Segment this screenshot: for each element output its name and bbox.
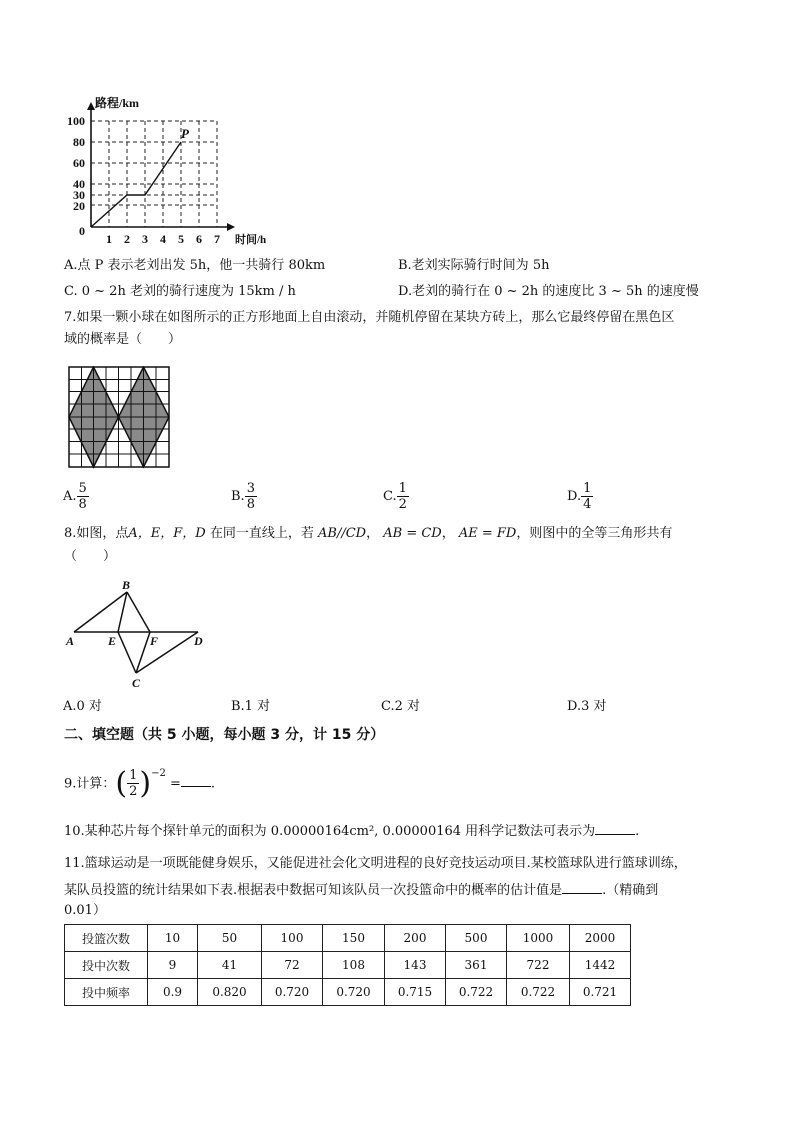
section-heading: 二、填空题（共 5 小题，每小题 3 分，计 15 分） xyxy=(64,727,385,743)
table-cell: 150 xyxy=(323,925,385,952)
y-tick: 100 xyxy=(67,114,85,128)
q10-line: 10.某种芯片每个探针单元的面积为 0.00000164cm², 0.00000164 用科学记数法可表示为 . xyxy=(64,820,639,841)
y-tick: 40 xyxy=(73,177,85,191)
q6-option-c: C. 0 ~ 2h 老刘的骑行速度为 15km / h xyxy=(64,284,296,299)
table-cell: 10 xyxy=(148,925,198,952)
x-tick: 3 xyxy=(142,232,148,246)
q7-option-a: A. $\frac{5}{8}$ xyxy=(63,481,87,512)
row-header: 投篮次数 xyxy=(65,925,148,952)
q7-stem-line1: 7.如果一颗小球在如图所示的正方形地面上自由滚动，并随机停留在某块方砖上，那么它最终停留在黑色区 xyxy=(64,310,675,325)
table-cell: 9 xyxy=(148,952,198,979)
q8-option-a: A.0 对 xyxy=(63,699,102,714)
q6-option-a: A.点 P 表示老刘出发 5h，他一共骑行 80km xyxy=(64,258,326,273)
y-tick: 80 xyxy=(73,135,85,149)
point-c-label: C xyxy=(132,676,141,690)
q8-option-b: B.1 对 xyxy=(231,699,271,714)
table-cell: 50 xyxy=(198,925,262,952)
table-cell: 41 xyxy=(198,952,262,979)
table-row xyxy=(65,979,631,1006)
q7-option-d: D. $\frac{1}{4}$ xyxy=(567,481,592,512)
origin-label: 0 xyxy=(79,224,85,238)
x-tick: 7 xyxy=(214,232,220,246)
table-cell: 0.722 xyxy=(507,979,570,1006)
point-f-label: F xyxy=(150,634,159,648)
table-cell: 1000 xyxy=(507,925,570,952)
q11-line3: 0.01） xyxy=(64,903,106,918)
x-axis-arrow xyxy=(227,223,235,231)
q11-line2: 某队员投篮的统计结果如下表.根据表中数据可知该队员一次投篮命中的概率的估计值是 .（精确到 xyxy=(64,879,658,900)
y-axis-label: 路程/km xyxy=(95,96,140,110)
x-axis-label: 时间/h xyxy=(235,234,267,246)
x-tick: 1 xyxy=(106,232,112,246)
x-tick: 4 xyxy=(160,232,166,246)
distance-time-graph xyxy=(55,93,275,251)
q6-option-d: D.老刘的骑行在 0 ~ 2h 的速度比 3 ~ 5h 的速度慢 xyxy=(398,284,699,299)
q9-line: 9.计算：( $\frac{1}{2}$ )$^{-2}$ = . xyxy=(64,765,216,801)
table-cell: 200 xyxy=(385,925,446,952)
table-cell: 0.721 xyxy=(570,979,631,1006)
point-p-label: P xyxy=(181,126,189,141)
table-cell: 72 xyxy=(262,952,323,979)
q8-option-c: C.2 对 xyxy=(381,699,421,714)
row-header: 投中次数 xyxy=(65,952,148,979)
y-axis-arrow xyxy=(87,102,95,110)
q11-line1: 11.篮球运动是一项既能健身娱乐，又能促进社会化文明进程的良好竞技运动项目.某校篮球队进行篮球训练， xyxy=(64,856,687,871)
x-tick: 5 xyxy=(178,232,184,246)
table-cell: 0.820 xyxy=(198,979,262,1006)
y-tick: 30 xyxy=(73,188,85,202)
q7-option-b: B. $\frac{3}{8}$ xyxy=(231,481,255,512)
table-cell: 500 xyxy=(446,925,507,952)
table-cell: 0.720 xyxy=(323,979,385,1006)
y-tick: 20 xyxy=(73,199,85,213)
table-cell: 1442 xyxy=(570,952,631,979)
table-cell: 361 xyxy=(446,952,507,979)
table-cell: 100 xyxy=(262,925,323,952)
point-d-label: D xyxy=(194,634,203,648)
tile-floor-figure xyxy=(68,366,172,470)
shooting-stats-table xyxy=(64,924,631,1006)
table-cell: 0.722 xyxy=(446,979,507,1006)
q6-option-b: B.老刘实际骑行时间为 5h xyxy=(398,258,550,273)
x-tick: 6 xyxy=(196,232,202,246)
table-row xyxy=(65,952,631,979)
table-cell: 2000 xyxy=(570,925,631,952)
table-cell: 143 xyxy=(385,952,446,979)
table-cell: 0.9 xyxy=(148,979,198,1006)
q7-option-c: C. $\frac{1}{2}$ xyxy=(383,481,407,512)
table-cell: 0.720 xyxy=(262,979,323,1006)
q8-stem-line2: （ ） xyxy=(64,549,117,564)
point-e-label: E xyxy=(108,634,117,648)
q8-geometry-figure xyxy=(62,575,212,690)
point-b-label: B xyxy=(122,578,131,592)
q7-stem-line2: 域的概率是（ ） xyxy=(64,332,182,347)
row-header: 投中频率 xyxy=(65,979,148,1006)
q8-option-d: D.3 对 xyxy=(567,699,607,714)
table-row xyxy=(65,925,631,952)
q8-stem-line1: 8.如图，点A，E，F，D 在同一直线上，若 AB//CD， AB = CD， AE = FD，则图中的全等三角形共有 xyxy=(64,526,673,541)
table-cell: 108 xyxy=(323,952,385,979)
point-a-label: A xyxy=(66,634,75,648)
y-tick: 60 xyxy=(73,156,85,170)
table-cell: 722 xyxy=(507,952,570,979)
table-cell: 0.715 xyxy=(385,979,446,1006)
x-tick: 2 xyxy=(124,232,130,246)
